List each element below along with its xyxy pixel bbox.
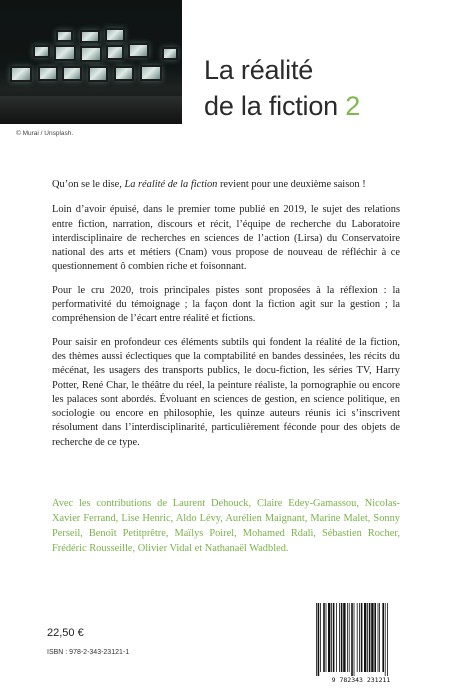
- intro-before: Qu’on se le dise,: [52, 179, 125, 190]
- tv-screen: [54, 45, 76, 61]
- price: 22,50 €: [47, 627, 84, 639]
- volume-number: 2: [345, 91, 361, 121]
- tv-screen: [33, 45, 50, 58]
- title-line-2: [204, 88, 360, 124]
- tv-screen: [10, 66, 32, 82]
- book-title: [204, 52, 360, 124]
- paragraph-4: Pour saisir en profondeur ces éléments subtils qui fondent la réalité de la fiction, des thèmes aussi éclectiques que la comptabilité en bandes dessinées, les récits du mécénat, les usagers des transports publics, le docu-fiction, les séries TV, Harry Potter, René Char, le théâtre du réel, la peinture réaliste, la pornographie ou encore les palaces sont abordés. Évoluant en sciences de gestion, en science politique, en sociologie ou encore en philosophie, les quinze auteurs réunis ici s’inscrivent résolument dans l’interdisciplinarité, particulièrement féconde pour des objets de recherche de ce type.: [52, 336, 400, 448]
- tv-screen: [105, 28, 125, 42]
- paragraph-2: Loin d’avoir épuisé, dans le premier tome publié en 2019, le sujet des relations entre fiction, narration, discours et récit, l’équipe de recherche du Laboratoire interdisciplinaire de recherches en sciences de l’action (Lirsa) du Conservatoire national des arts et métiers (Cnam) vous propose de nouveau de réfléchir à ce questionnement ô combien riche et foisonnant.: [52, 204, 400, 273]
- barcode: [314, 603, 408, 676]
- tv-screen: [114, 66, 134, 81]
- photo-floor: [0, 96, 182, 124]
- back-cover-text: [52, 178, 400, 459]
- tv-screen: [38, 66, 58, 81]
- paragraph-3: Pour le cru 2020, trois principales pistes sont proposées à la réflexion : la performativité du témoignage ; la façon dont la fiction agit sur la gestion ; la compréhension de l’écart entre réalité et fictions.: [52, 284, 400, 325]
- title-line-2-text: de la fiction: [204, 91, 338, 121]
- tv-screen: [162, 47, 178, 60]
- intro-paragraph: [52, 178, 400, 192]
- intro-after: revient pour une deuxième saison !: [217, 179, 366, 190]
- title-line-1: La réalité: [204, 55, 314, 85]
- tv-screen: [56, 30, 73, 42]
- contributors-list: Avec les contributions de Laurent Dehouck, Claire Edey-Gamassou, Nicolas-Xavier Ferrand, Lise Henric, Aldo Lévy, Aurélien Maignant, Marine Malet, Sonny Perseil, Benoît Petitprêtre, Maïlys Poirel, Mohamed Rdali, Sébastien Rocher, Frédéric Rousseille, Olivier Vidal et Nathanaël Wadbled.: [52, 498, 400, 554]
- barcode-digits: 9 782343 231211: [331, 676, 391, 684]
- tv-screen: [88, 66, 108, 82]
- tv-screen: [128, 43, 149, 58]
- tv-screen: [80, 46, 102, 62]
- isbn: ISBN : 978-2-343-23121-1: [47, 649, 130, 656]
- cover-photo: [0, 0, 182, 124]
- tv-screen: [106, 45, 124, 60]
- intro-book-title: La réalité de la fiction: [124, 179, 218, 190]
- photo-credit: © Murai / Unsplash.: [16, 130, 74, 137]
- tv-screen: [140, 65, 162, 81]
- tv-screen: [80, 30, 100, 43]
- tv-screen: [62, 66, 82, 81]
